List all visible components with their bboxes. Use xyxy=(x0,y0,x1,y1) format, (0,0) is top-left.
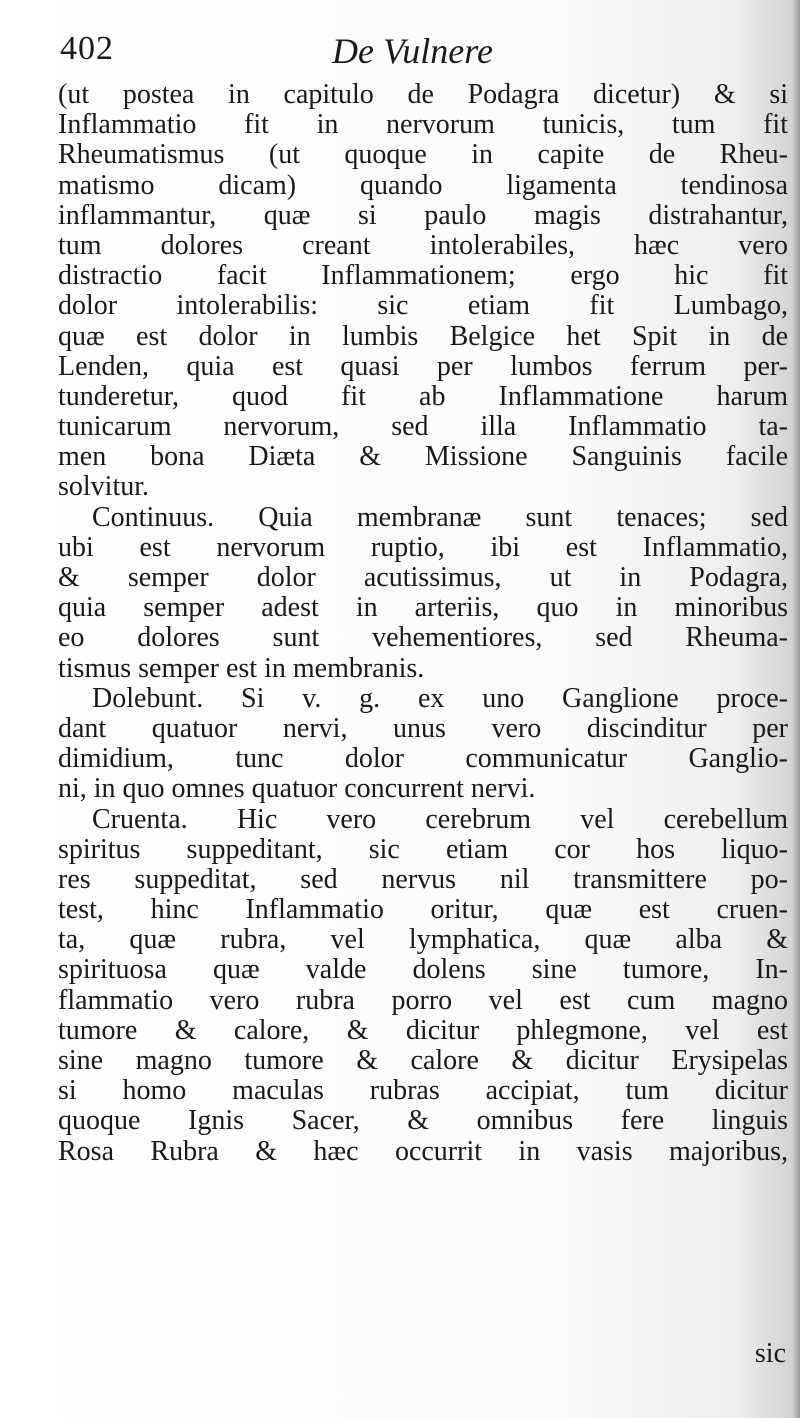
text-line: test, hinc Inflammatio oritur, quæ est cruen- xyxy=(58,895,788,926)
text-line: dimidium, tunc dolor communicatur Ganglio- xyxy=(58,744,788,775)
text-line: tismus semper est in membranis. xyxy=(58,653,425,684)
text-line: eo dolores sunt vehementiores, sed Rheuma- xyxy=(58,623,788,654)
text-line: & semper dolor acutissimus, ut in Podagra, xyxy=(58,563,788,593)
text-line: matismo dicam) quando ligamenta tendinosa xyxy=(58,170,788,201)
page-edge-shadow xyxy=(792,0,800,1418)
page-number: 402 xyxy=(60,30,114,67)
text-line: Lenden, quia est quasi per lumbos ferrum per- xyxy=(58,351,788,382)
text-line: quia semper adest in arteriis, quo in minoribus xyxy=(58,593,788,624)
running-head: De Vulnere xyxy=(332,31,493,71)
text-line: men bona Diæta & Missione Sanguinis facile xyxy=(58,442,788,473)
text-line: Dolebunt. Si v. g. ex uno Ganglione proce- xyxy=(92,683,788,714)
text-line: sine magno tumore & calore & dicitur Erysipelas xyxy=(58,1046,788,1076)
text-line: quæ est dolor in lumbis Belgice het Spit in de xyxy=(58,321,788,352)
text-line: ni, in quo omnes quatuor concurrent nervi. xyxy=(58,774,536,805)
text-line: spiritus suppeditant, sic etiam cor hos liquo- xyxy=(58,834,788,865)
catchword: sic xyxy=(754,1338,786,1369)
text-line: (ut postea in capitulo de Podagra dicetur) & si xyxy=(58,80,788,110)
text-line: dant quatuor nervi, unus vero discinditur per xyxy=(58,713,788,744)
text-line: solvitur. xyxy=(58,472,150,503)
text-line: dolor intolerabilis: sic etiam fit Lumbago, xyxy=(58,291,788,322)
text-line: inflammantur, quæ si paulo magis distrahantur, xyxy=(58,200,788,231)
text-line: tunicarum nervorum, sed illa Inflammatio ta- xyxy=(58,412,788,443)
text-line: tumore & calore, & dicitur phlegmone, vel est xyxy=(58,1015,788,1046)
text-line: si homo maculas rubras accipiat, tum dicitur xyxy=(58,1076,788,1107)
text-line: Rosa Rubra & hæc occurrit in vasis majoribus, xyxy=(58,1136,788,1167)
text-line: ta, quæ rubra, vel lymphatica, quæ alba & xyxy=(58,925,788,956)
page-header xyxy=(60,30,760,74)
text-line: spirituosa quæ valde dolens sine tumore, In- xyxy=(58,955,788,986)
text-line: Inflammatio fit in nervorum tunicis, tum fit xyxy=(58,110,788,141)
text-line: res suppeditat, sed nervus nil transmittere po- xyxy=(58,864,788,895)
text-line: tunderetur, quod fit ab Inflammatione harum xyxy=(58,381,788,412)
text-line: tum dolores creant intolerabiles, hæc vero xyxy=(58,230,788,261)
text-line: Cruenta. Hic vero cerebrum vel cerebellum xyxy=(92,804,788,835)
text-line: quoque Ignis Sacer, & omnibus fere linguis xyxy=(58,1106,788,1137)
text-line: flammatio vero rubra porro vel est cum magno xyxy=(58,985,788,1016)
text-line: distractio facit Inflammationem; ergo hic fit xyxy=(58,261,788,292)
text-line: Continuus. Quia membranæ sunt tenaces; sed xyxy=(92,502,788,533)
text-line: Rheumatismus (ut quoque in capite de Rheu- xyxy=(58,140,788,171)
body-text xyxy=(58,80,788,1167)
text-line: ubi est nervorum ruptio, ibi est Inflammatio, xyxy=(58,532,788,563)
